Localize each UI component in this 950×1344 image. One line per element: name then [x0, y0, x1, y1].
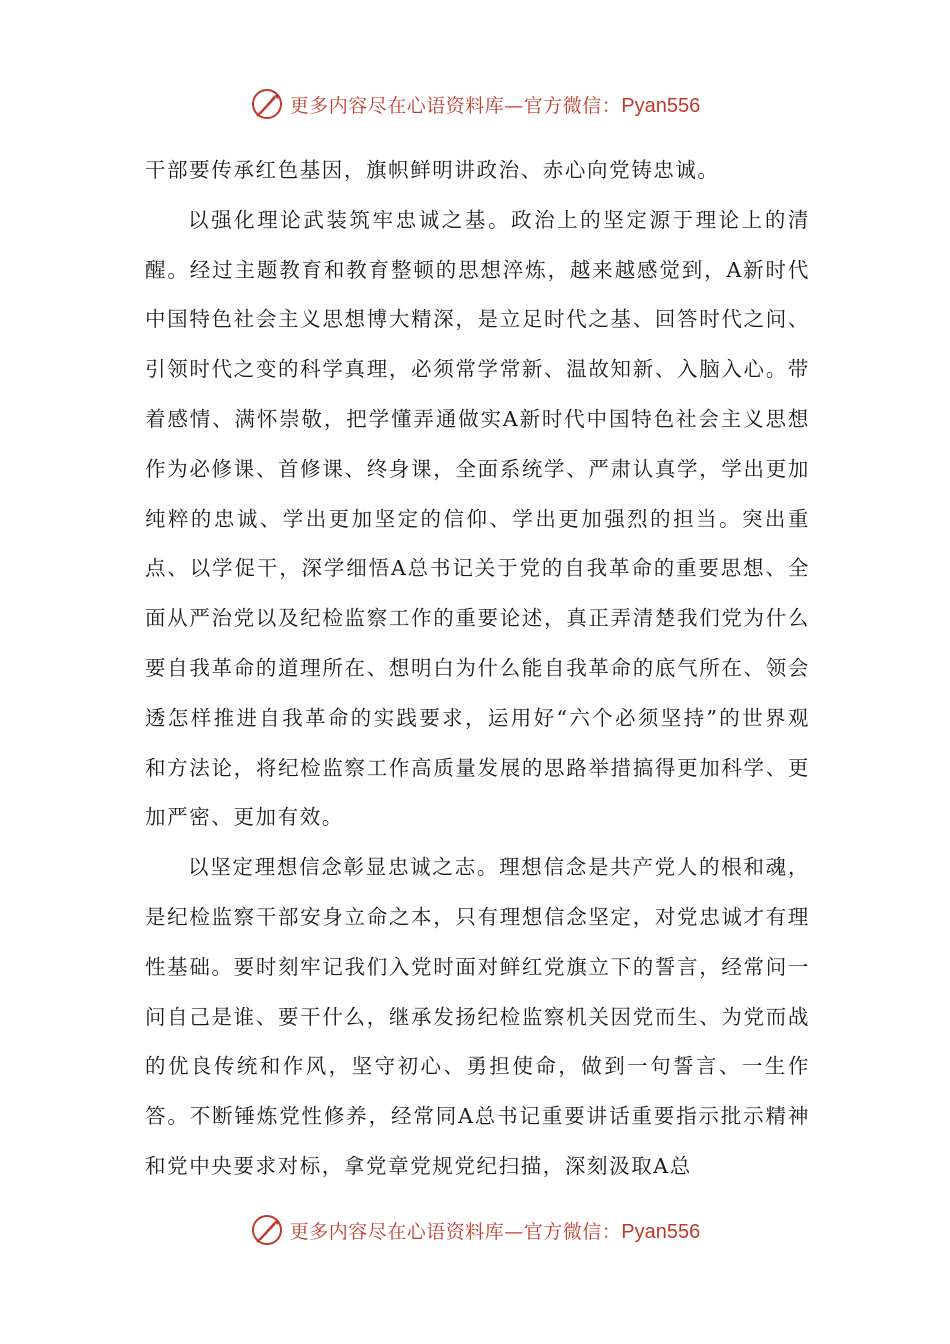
quill-logo-icon: [250, 87, 284, 121]
paragraph-1: 干部要传承红色基因，旗帜鲜明讲政治、赤心向党铸忠诚。: [145, 158, 720, 182]
footer-watermark-banner: [0, 1210, 950, 1250]
paragraph-2: 以强化理论武装筑牢忠诚之基。政治上的坚定源于理论上的清醒。经过主题教育和教育整顿的思想淬炼，越来越感觉到，A新时代中国特色社会主义思想博大精深，是立足时代之基、回答时代之问、引领时代之变的科学真理，必须常学常新、温故知新、入脑入心。带着感情、满怀崇敬，把学懂弄通做实A新时代中国特色社会主义思想作为必修课、首修课、终身课，全面系统学、严肃认真学，学出更加纯粹的忠诚、学出更加坚定的信仰、学出更加强烈的担当。突出重点、以学促干，深学细悟A总书记关于党的自我革命的重要思想、全面从严治党以及纪检监察工作的重要论述，真正弄清楚我们党为什么要自我革命的道理所在、想明白为什么能自我革命的底气所在、领会透怎样推进自我革命的实践要求，运用好“六个必须坚持”的世界观和方法论，将纪检监察工作高质量发展的思路举措搞得更加科学、更加严密、更加有效。: [145, 207, 810, 830]
header-banner-text: 更多内容尽在心语资料库—官方微信：Pyan556: [289, 94, 701, 117]
paragraph-3: 以坚定理想信念彰显忠诚之志。理想信念是共产党人的根和魂，是纪检监察干部安身立命之本，只有理想信念坚定，对党忠诚才有理性基础。要时刻牢记我们入党时面对鲜红党旗立下的誓言，经常问一问自己是谁、要干什么，继承发扬纪检监察机关因党而生、为党而战的优良传统和作风，坚守初心、勇担使命，做到一句誓言、一生作答。不断锤炼党性修养，经常同A总书记重要讲话重要指示批示精神和党中央要求对标，拿党章党规党纪扫描，深刻汲取A总: [145, 855, 810, 1178]
header-watermark-banner: [0, 84, 950, 124]
quill-logo-icon: [250, 1213, 284, 1247]
header-wechat-id: Pyan556: [621, 94, 701, 117]
document-body: [145, 146, 810, 1192]
footer-banner-text: 更多内容尽在心语资料库—官方微信：Pyan556: [289, 1220, 701, 1243]
footer-wechat-id: Pyan556: [621, 1220, 701, 1243]
